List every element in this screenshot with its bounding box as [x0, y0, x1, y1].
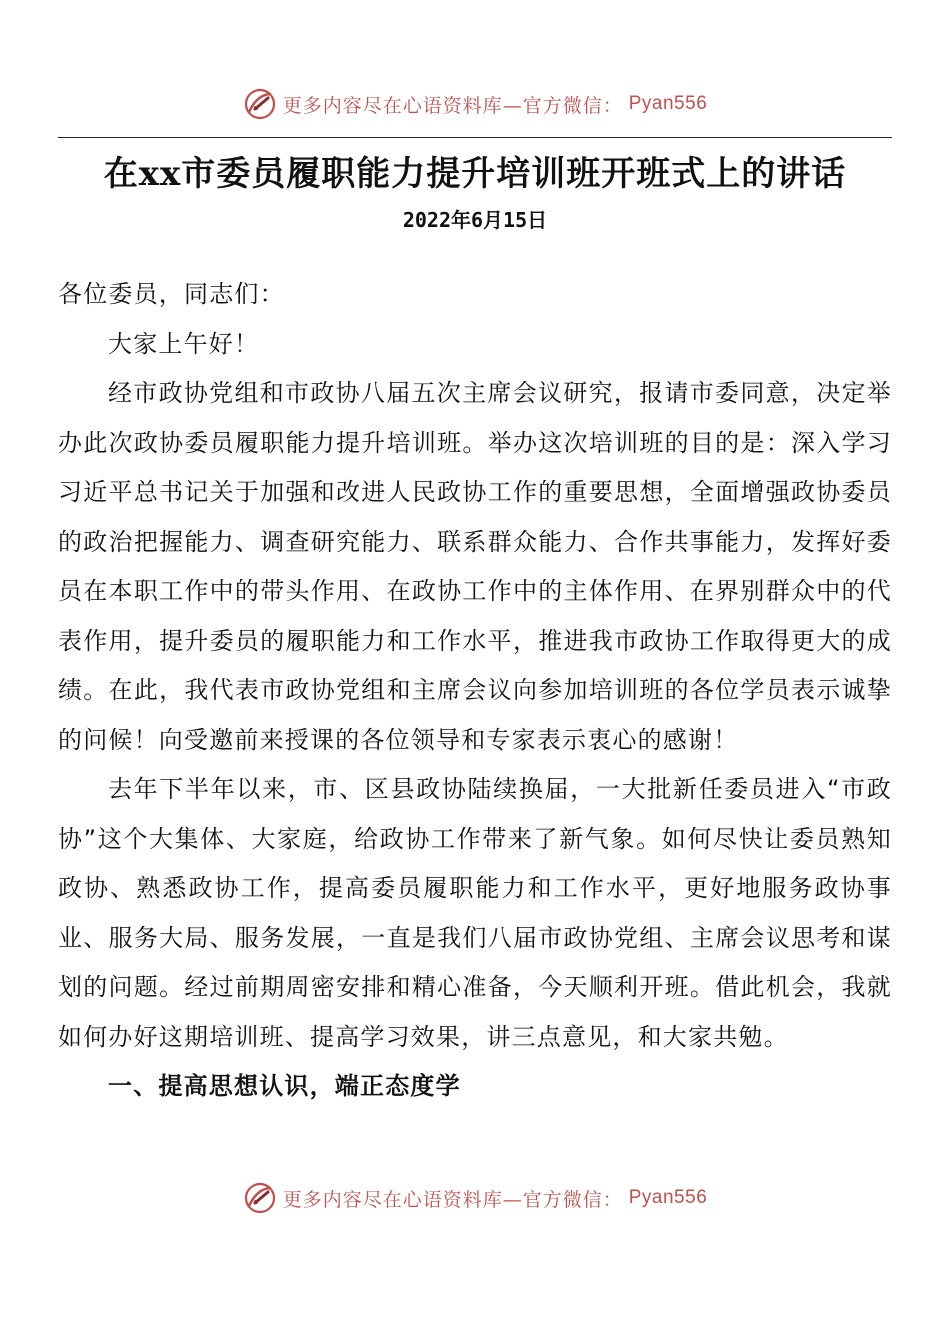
paragraph: 经市政协党组和市政协八届五次主席会议研究，报请市委同意，决定举办此次政协委员履职能力提升培训班。举办这次培训班的目的是：深入学习习近平总书记关于加强和改进人民政协工作的重要思想，全面增强政协委员的政治把握能力、调查研究能力、联系群众能力、合作共事能力，发挥好委员在本职工作中的带头作用、在政协工作中的主体作用、在界别群众中的代表作用，提升委员的履职能力和工作水平，推进我市政协工作取得更大的成绩。在此，我代表市政协党组和主席会议向参加培训班的各位学员表示诚挚的问候！向受邀前来授课的各位领导和专家表示衷心的感谢！: [58, 379, 892, 754]
document-date: 2022年6月15日: [402, 208, 548, 232]
header-watermark: [0, 84, 950, 124]
section-heading: 一、提高思想认识，端正态度学: [108, 1073, 461, 1100]
watermark-text: 更多内容尽在心语资料库—官方微信：: [282, 1188, 623, 1211]
footer-watermark: [0, 1178, 950, 1218]
salutation: 各位委员，同志们：: [58, 280, 285, 308]
header-divider: [58, 137, 892, 138]
document-title: 在xx市委员履职能力提升培训班开班式上的讲话: [103, 154, 847, 194]
watermark-text: 更多内容尽在心语资料库—官方微信：: [282, 94, 623, 117]
watermark-wechat-id: Pyan556: [628, 1187, 708, 1208]
watermark-wechat-id: Pyan556: [628, 93, 708, 114]
paragraph: 大家上午好！: [108, 329, 260, 358]
pen-logo-icon: [243, 1181, 277, 1215]
paragraph: 去年下半年以来，市、区县政协陆续换届，一大批新任委员进入“市政协”这个大集体、大家庭，给政协工作带来了新气象。如何尽快让委员熟知政协、熟悉政协工作，提高委员履职能力和工作水平，更好地服务政协事业、服务大局、服务发展，一直是我们八届市政协党组、主席会议思考和谋划的问题。经过前期周密安排和精心准备，今天顺利开班。借此机会，我就如何办好这期培训班、提高学习效果，讲三点意见，和大家共勉。: [58, 775, 892, 1051]
document-body: [58, 270, 892, 1112]
pen-logo-icon: [243, 87, 277, 121]
